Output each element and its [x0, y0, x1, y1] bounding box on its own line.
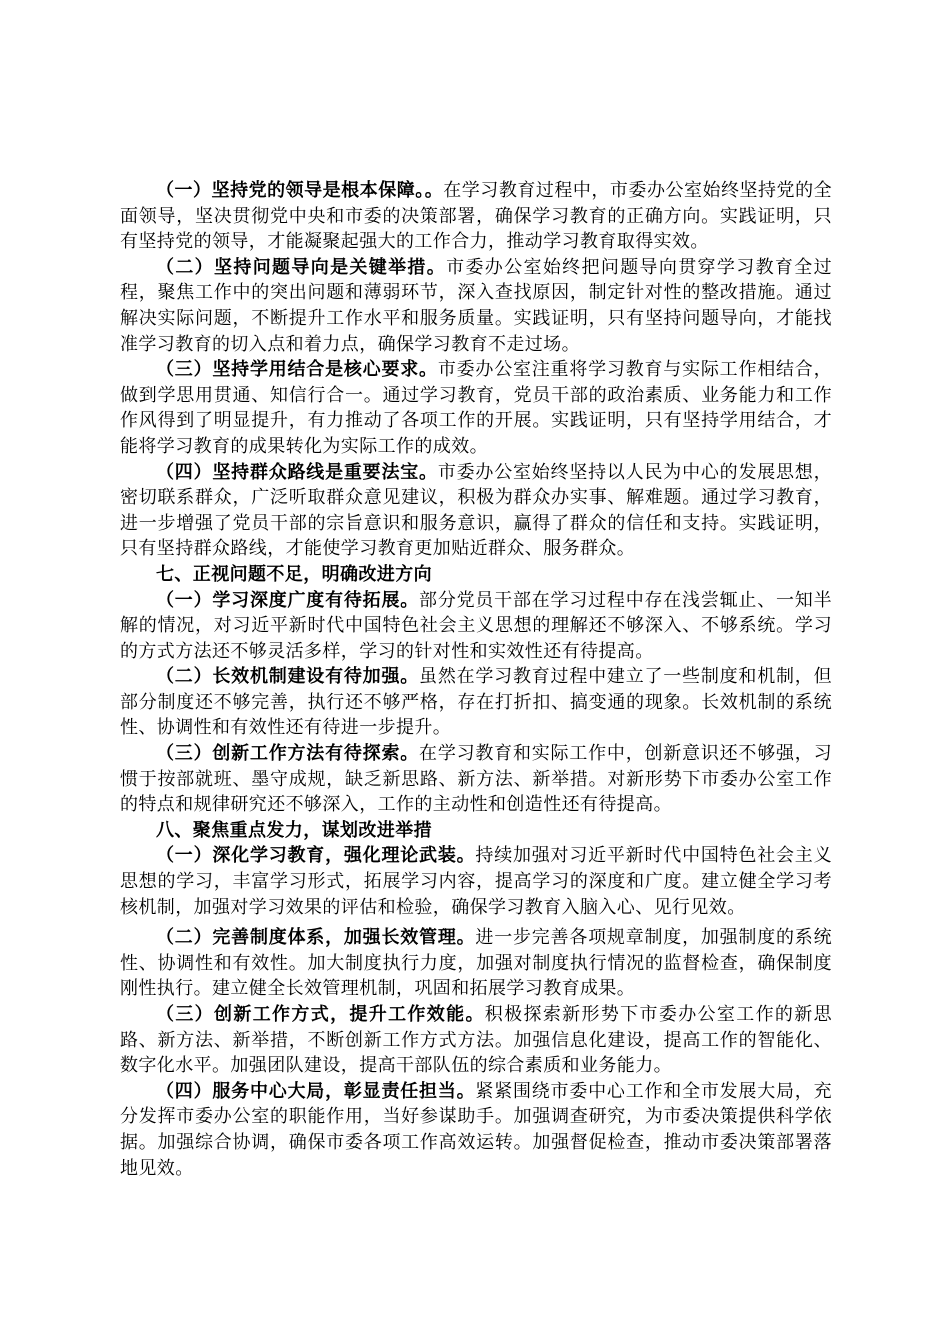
paragraph-text: 紧紧围绕市委中心工作和全市发展大局，充分发挥市委办公室的职能作用，当好参谋助手。加强调查研究，为市委决策提供科学依据。加强综合协调，确保市委各项工作高效运转。加强督促检查，推动市委决策部署落地见效。 — [120, 1080, 832, 1179]
paragraph-section-8-item-1 — [120, 843, 832, 920]
section-heading-7: 七、正视问题不足，明确改进方向 — [156, 563, 432, 585]
paragraph-lead: （二）长效机制建设有待加强。 — [156, 666, 420, 688]
paragraph-text: 在学习教育过程中，市委办公室始终坚持党的全面领导，坚决贯彻党中央和市委的决策部署，确保学习教育的正确方向。实践证明，只有坚持党的领导，才能凝聚起强大的工作合力，推动学习教育取得实效。 — [120, 180, 832, 253]
paragraph-lead: （四）服务中心大局，彰显责任担当。 — [156, 1080, 476, 1102]
paragraph-section-7-item-2 — [120, 664, 832, 741]
paragraph-lead: （一）深化学习教育，强化理论武装。 — [156, 845, 476, 867]
paragraph-text: 虽然在学习教育过程中建立了一些制度和机制，但部分制度还不够完善，执行还不够严格，存在打折扣、搞变通的现象。长效机制的系统性、协调性和有效性还有待进一步提升。 — [120, 666, 832, 739]
section-heading-8: 八、聚焦重点发力，谋划改进举措 — [156, 819, 432, 841]
paragraph-lead: （一）学习深度广度有待拓展。 — [156, 589, 420, 611]
paragraph-section-7-item-1 — [120, 588, 832, 665]
paragraph-text: 积极探索新形势下市委办公室工作的新思路、新方法、新举措，不断创新工作方式方法。加强信息化建设，提高工作的智能化、数字化水平。加强团队建设，提高干部队伍的综合素质和业务能力。 — [120, 1004, 832, 1077]
paragraph-section-6-item-1 — [120, 178, 832, 255]
paragraph-text: 部分党员干部在学习过程中存在浅尝辄止、一知半解的情况，对习近平新时代中国特色社会主义思想的理解还不够深入、不够系统。学习的方式方法还不够灵活多样，学习的针对性和实效性还有待提高。 — [120, 589, 832, 662]
paragraph-lead: （一）坚持党的领导是根本保障。。 — [156, 180, 444, 201]
paragraph-lead: （二）坚持问题导向是关键举措。 — [156, 256, 447, 278]
paragraph-section-8-item-4 — [120, 1079, 832, 1181]
document-body — [120, 178, 832, 1181]
paragraph-lead: （三）创新工作方法有待探索。 — [156, 743, 420, 765]
paragraph-lead: （三）创新工作方式，提升工作效能。 — [156, 1004, 485, 1025]
paragraph-section-8-item-2 — [120, 925, 832, 1002]
paragraph-text: 进一步完善各项规章制度，加强制度的系统性、协调性和有效性。加大制度执行力度，加强对制度执行情况的监督检查，确保制度刚性执行。建立健全长效管理机制，巩固和拓展学习教育成果。 — [120, 927, 832, 1000]
paragraph-section-6-item-4 — [120, 460, 832, 562]
paragraph-section-6-item-2 — [120, 255, 832, 357]
paragraph-text: 市委办公室始终坚持以人民为中心的发展思想，密切联系群众，广泛听取群众意见建议，积极为群众办实事、解难题。通过学习教育，进一步增强了党员干部的宗旨意识和服务意识，赢得了群众的信任和支持。实践证明，只有坚持群众路线，才能使学习教育更加贴近群众、服务群众。 — [120, 461, 832, 560]
paragraph-lead: （三）坚持学用结合是核心要求。 — [156, 359, 438, 381]
paragraph-lead: （四）坚持群众路线是重要法宝。 — [156, 461, 438, 483]
paragraph-section-8-item-3 — [120, 1002, 832, 1079]
paragraph-section-7-item-3 — [120, 741, 832, 818]
paragraph-text: 市委办公室注重将学习教育与实际工作相结合，做到学思用贯通、知信行合一。通过学习教育，党员干部的政治素质、业务能力和工作作风得到了明显提升，有力推动了各项工作的开展。实践证明，只有坚持学用结合，才能将学习教育的成果转化为实际工作的成效。 — [120, 359, 832, 457]
paragraph-text: 持续加强对习近平新时代中国特色社会主义思想的学习，丰富学习形式，拓展学习内容，提高学习的深度和广度。建立健全学习考核机制，加强对学习效果的评估和检验，确保学习教育入脑入心、见行见效。 — [120, 845, 832, 918]
paragraph-section-6-item-3 — [120, 357, 832, 459]
paragraph-text: 市委办公室始终把问题导向贯穿学习教育全过程，聚焦工作中的突出问题和薄弱环节，深入查找原因，制定针对性的整改措施。通过解决实际问题，不断提升工作水平和服务质量。实践证明，只有坚持问题导向，才能找准学习教育的切入点和着力点，确保学习教育不走过场。 — [120, 256, 833, 355]
paragraph-lead: （二）完善制度体系，加强长效管理。 — [156, 927, 476, 949]
paragraph-text: 在学习教育和实际工作中，创新意识还不够强，习惯于按部就班、墨守成规，缺乏新思路、新方法、新举措。对新形势下市委办公室工作的特点和规律研究还不够深入，工作的主动性和创造性还有待提高。 — [120, 743, 832, 816]
